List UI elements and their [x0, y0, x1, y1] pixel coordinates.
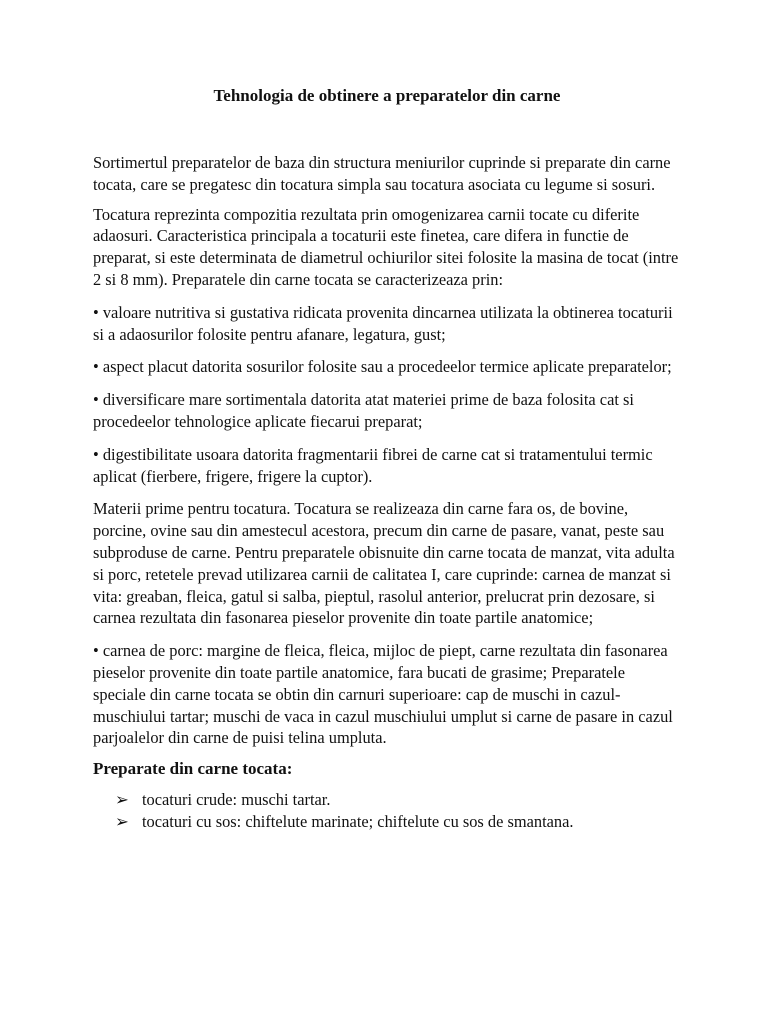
list-item-text: tocaturi cu sos: chiftelute marinate; chiftelute cu sos de smantana. [142, 811, 574, 831]
paragraph-intro: Sortimertul preparatelor de baza din structura meniurilor cuprinde si preparate din carne tocata, care se pregatesc din tocatura simpla sau tocatura asociata cu legume si sosuri. [93, 153, 671, 194]
bullet-diversificare: • diversificare mare sortimentala datorita atat materiei prime de baza folosita cat si procedeelor tehnologice aplicate fiecarui preparat; [93, 390, 634, 431]
list-item-text: tocaturi crude: muschi tartar. [142, 790, 331, 810]
paragraph-materii-prime: Materii prime pentru tocatura. Tocatura se realizeaza din carne fara os, de bovine, porcine, ovine sau din amestecul acestora, precum din carne de pasare, vanat, peste sau subproduse de carne. Pentru preparatele obisnuite din carne tocata de manzat, vita adulta si porc, retetele prevad utilizarea carnii de calitatea I, care cuprinde: carnea de manzat si vita: greaban, fleica, gatul si salba, pieptul, rasolul anterior, prelucrat prin dezosare, si carnea rezultata din fasonarea pieselor provenite din toate partile anatomice; [93, 499, 675, 628]
bullet-valoare-nutritiva: • valoare nutritiva si gustativa ridicata provenita dincarnea utilizata la obtinerea tocaturii si a adaosurilor folosite pentru afanare, legatura, gust; [93, 302, 673, 344]
bullet-digestibilitate: • digestibilitate usoara datorita fragmentarii fibrei de carne cat si tratamentului termic aplicat (fierbere, frigere, frigere la cuptor). [93, 444, 653, 486]
paragraph-tocatura: Tocatura reprezinta compozitia rezultata prin omogenizarea carnii tocate cu diferite adaosuri. Caracteristica principala a tocaturii este finetea, care difera in functie de preparat, si este determinata de diametrul ochiurilor sitei folosite la masina de tocat (intre 2 si 8 mm). Preparatele din carne tocata se caracterizeaza prin: [93, 204, 679, 289]
arrow-bullet-icon: ➢ [115, 790, 129, 810]
list-item [115, 811, 681, 833]
preparate-list [93, 789, 681, 833]
arrow-bullet-icon: ➢ [115, 811, 129, 831]
document-body [93, 84, 681, 833]
list-item [115, 789, 681, 811]
bullet-carnea-de-porc: • carnea de porc: margine de fleica, fleica, mijloc de piept, carne rezultata din fasonarea pieselor provenite din toate partile anatomice, fara bucati de grasime; Preparatele speciale din carne tocata se obtin din carnuri superioare: cap de muschi in cazul-muschiului tartar; muschi de vaca in cazul muschiului umplut si carne de pasare in cazul parjoalelor din carne de puisi telina umpluta. [93, 641, 673, 748]
bullet-aspect-placut: • aspect placut datorita sosurilor folosite sau a procedeelor termice aplicate preparatelor; [93, 357, 672, 377]
section-heading: Preparate din carne tocata: [93, 759, 293, 779]
document-title: Tehnologia de obtinere a preparatelor din carne [213, 86, 561, 105]
